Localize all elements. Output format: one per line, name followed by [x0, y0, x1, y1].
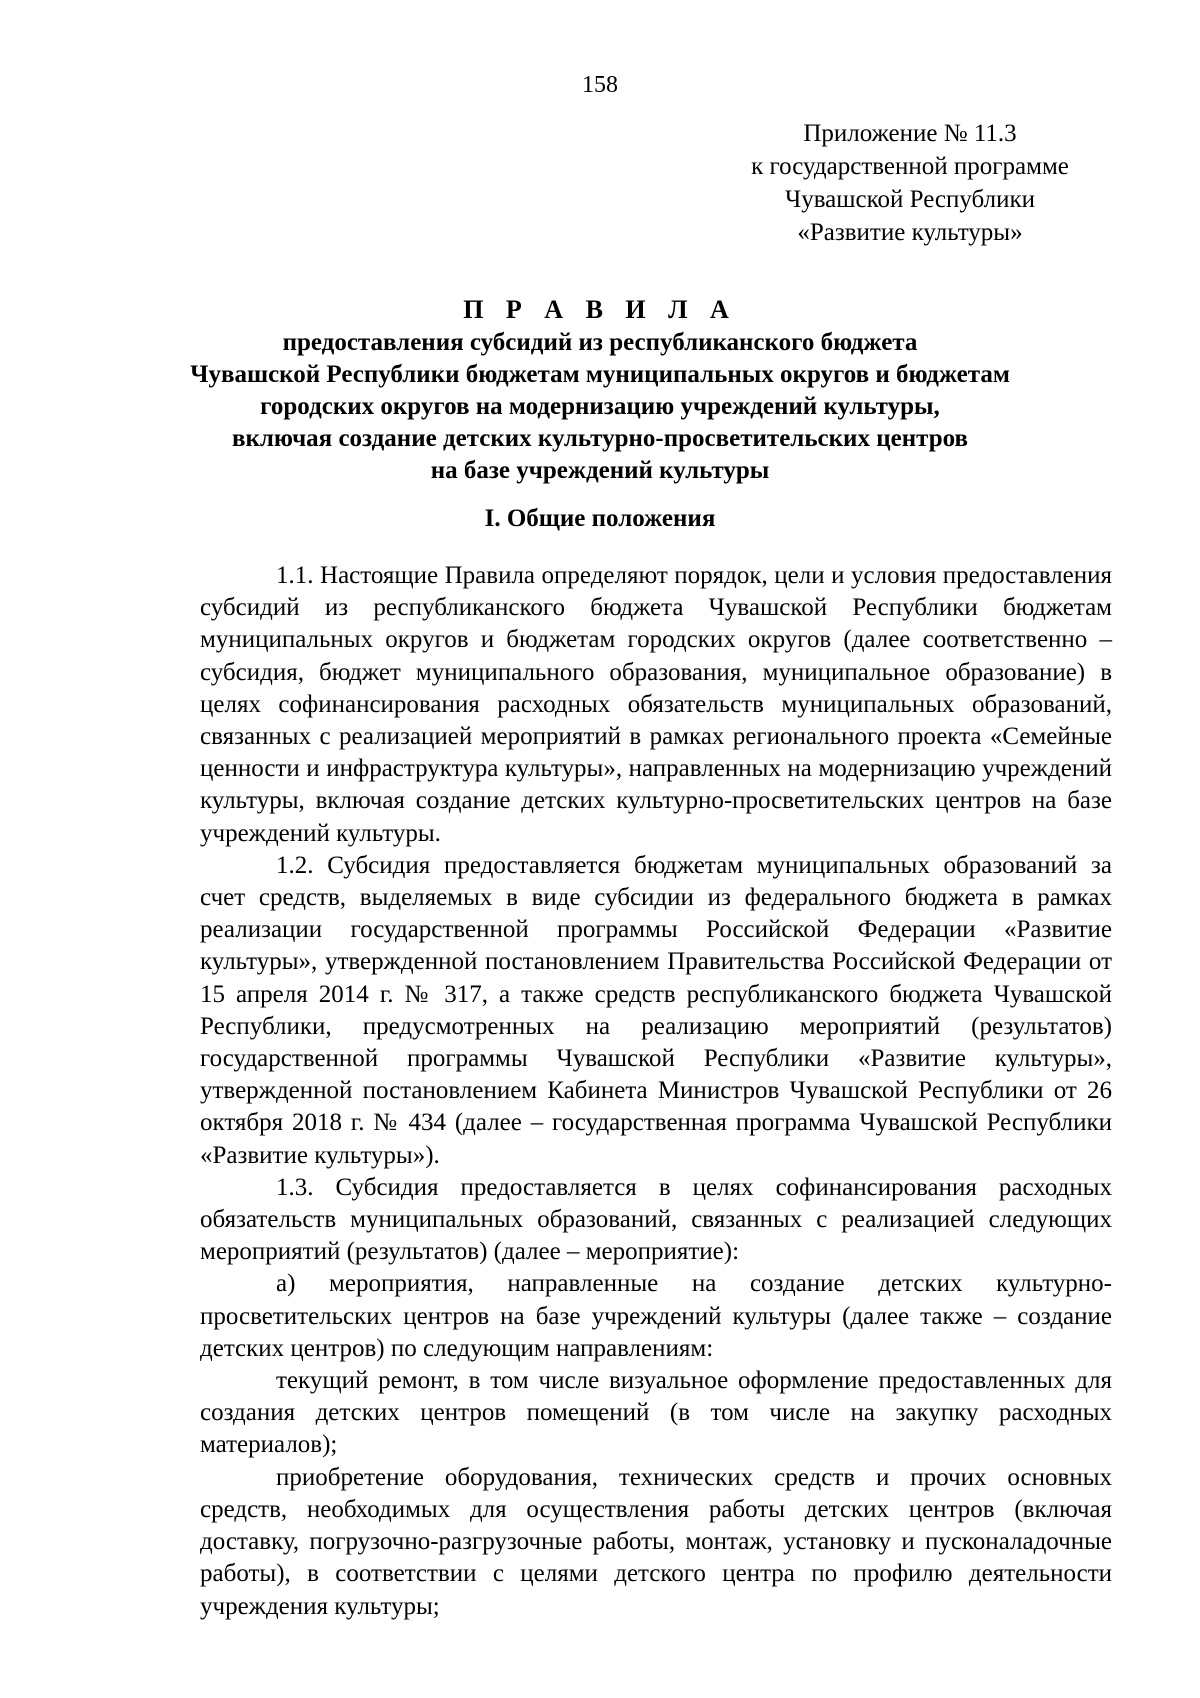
paragraph: приобретение оборудования, технических средств и прочих основных средств, необходимых для осуществления работы детских центров (включая доставку, погрузочно-разгрузочные работы, монтаж, установку и пусконаладочные работы), в соответствии с целями детского центра по профилю деятельности учреждения культуры;: [200, 1463, 1112, 1620]
title-line: на базе учреждений культуры: [430, 457, 770, 484]
paragraph: а) мероприятия, направленные на создание детских культурно-просветительских центров на базе учреждений культуры (далее также – создание детских центров) по следующим направлениям:: [200, 1270, 1112, 1362]
paragraph: 1.1. Настоящие Правила определяют порядок, цели и условия предоставления субсидий из республиканского бюджета Чувашской Республики бюджетам муниципальных округов и бюджетам городских округов (далее соответственно – субсидия, бюджет муниципального образования, муниципальное образование) в целях софинансирования расходных обязательств муниципальных образований, связанных с реализацией мероприятий в рамках регионального проекта «Семейные ценности и инфраструктура культуры», направленных на модернизацию учреждений культуры, включая создание детских культурно-просветительских центров на базе учреждений культуры.: [200, 562, 1112, 847]
paragraph: 1.3. Субсидия предоставляется в целях софинансирования расходных обязательств муниципальных образований, связанных с реализацией следующих мероприятий (результатов) (далее – мероприятие):: [200, 1173, 1112, 1266]
appendix-line: Чувашской Республики: [784, 186, 1036, 213]
appendix-line: Приложение № 11.3: [803, 120, 1017, 147]
appendix-block: [740, 117, 1080, 249]
title-main: П Р А В И Л А: [463, 295, 737, 324]
title-line: Чувашской Республики бюджетам муниципальных округов и бюджетам: [190, 361, 1010, 388]
paragraph: текущий ремонт, в том числе визуальное оформление предоставленных для создания детских центров помещений (в том числе на закупку расходных материалов);: [200, 1367, 1112, 1459]
appendix-line: к государственной программе: [751, 153, 1069, 180]
page-number: 158: [582, 72, 618, 98]
section-heading: I. Общие положения: [484, 505, 716, 532]
appendix-line: «Развитие культуры»: [797, 219, 1023, 246]
title-line: предоставления субсидий из республиканского бюджета: [282, 329, 918, 356]
paragraph: 1.2. Субсидия предоставляется бюджетам муниципальных образований за счет средств, выделяемых в виде субсидии из федерального бюджета в рамках реализации государственной программы Российской Федерации «Развитие культуры», утвержденной постановлением Правительства Российской Федерации от 15 апреля 2014 г. № 317, а также средств республиканского бюджета Чувашской Республики, предусмотренных на реализацию мероприятий (результатов) государственной программы Чувашской Республики «Развитие культуры», утвержденной постановлением Кабинета Министров Чувашской Республики от 26 октября 2018 г. № 434 (далее – государственная программа Чувашской Республики «Развитие культуры»).: [200, 851, 1112, 1169]
document-title: [160, 293, 1040, 487]
title-line: городских округов на модернизацию учреждений культуры,: [260, 393, 940, 420]
body-text: [200, 560, 1112, 1623]
title-line: включая создание детских культурно-просветительских центров: [232, 425, 968, 452]
